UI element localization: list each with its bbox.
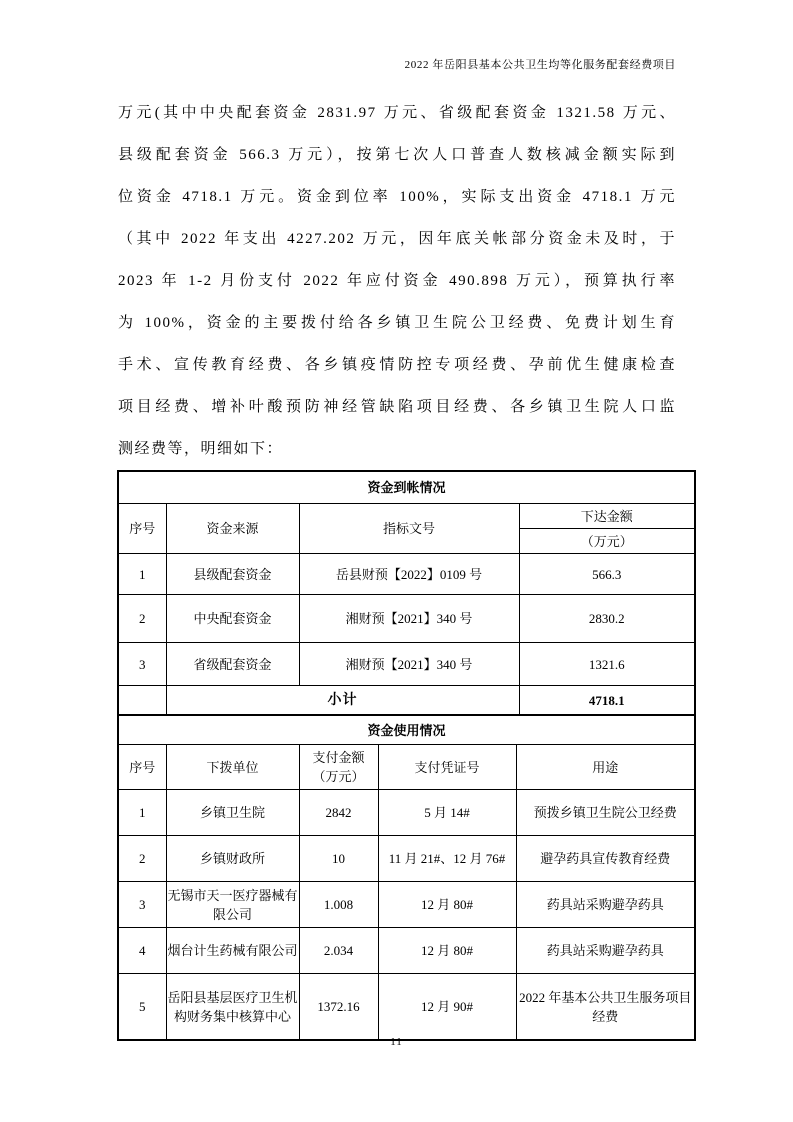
cell-purpose: 2022 年基本公共卫生服务项目经费 — [516, 974, 695, 1041]
cell-unit: 无锡市天一医疗器械有限公司 — [166, 882, 299, 928]
cell-amount: 1372.16 — [299, 974, 378, 1041]
cell-amount: 2830.2 — [519, 595, 695, 643]
cell-source: 中央配套资金 — [166, 595, 299, 643]
body-paragraph — [118, 92, 676, 470]
body-text-line: 县级配套资金 566.3 万元），按第七次人口普查人数核减金额实际到 — [118, 147, 676, 163]
cell-seq: 1 — [118, 554, 166, 595]
cell-seq: 2 — [118, 595, 166, 643]
column-header-amount-unit: （万元） — [519, 529, 695, 554]
cell-empty — [118, 686, 166, 716]
cell-doc-no: 湘财预【2021】340 号 — [299, 643, 519, 686]
cell-voucher: 11 月 21#、12 月 76# — [378, 836, 516, 882]
column-header-seq: 序号 — [118, 504, 166, 554]
cell-voucher: 12 月 80# — [378, 928, 516, 974]
funds-used-table-title: 资金使用情况 — [118, 715, 695, 745]
subtotal-row — [118, 686, 695, 716]
cell-amount: 1321.6 — [519, 643, 695, 686]
cell-voucher: 5 月 14# — [378, 790, 516, 836]
cell-seq: 4 — [118, 928, 166, 974]
table-row — [118, 643, 695, 686]
cell-unit: 烟台计生药械有限公司 — [166, 928, 299, 974]
cell-doc-no: 岳县财预【2022】0109 号 — [299, 554, 519, 595]
table-row — [118, 554, 695, 595]
pay-amount-label: 支付金额 — [312, 750, 365, 765]
cell-unit: 乡镇卫生院 — [166, 790, 299, 836]
cell-amount: 2.034 — [299, 928, 378, 974]
cell-purpose: 药具站采购避孕药具 — [516, 928, 695, 974]
table-row — [118, 882, 695, 928]
column-header-amount: 下达金额 — [519, 504, 695, 529]
tables-section — [117, 470, 694, 1041]
cell-seq: 3 — [118, 643, 166, 686]
cell-purpose: 药具站采购避孕药具 — [516, 882, 695, 928]
column-header-seq: 序号 — [118, 745, 166, 790]
pay-amount-unit-label: （万元） — [312, 769, 365, 784]
column-header-source: 资金来源 — [166, 504, 299, 554]
cell-seq: 1 — [118, 790, 166, 836]
cell-amount: 566.3 — [519, 554, 695, 595]
cell-seq: 3 — [118, 882, 166, 928]
cell-amount: 2842 — [299, 790, 378, 836]
cell-amount: 1.008 — [299, 882, 378, 928]
funds-used-table — [117, 714, 696, 1041]
cell-source: 县级配套资金 — [166, 554, 299, 595]
body-text-line: 万元(其中中央配套资金 2831.97 万元、省级配套资金 1321.58 万元、 — [118, 105, 676, 121]
cell-unit: 岳阳县基层医疗卫生机构财务集中核算中心 — [166, 974, 299, 1041]
subtotal-amount: 4718.1 — [519, 686, 695, 716]
table-row — [118, 790, 695, 836]
cell-purpose: 避孕药具宣传教育经费 — [516, 836, 695, 882]
funds-received-table — [117, 470, 696, 716]
document-header-title: 2022 年岳阳县基本公共卫生均等化服务配套经费项目 — [404, 59, 676, 71]
cell-amount: 10 — [299, 836, 378, 882]
cell-seq: 2 — [118, 836, 166, 882]
funds-used-title-row — [118, 715, 695, 745]
column-header-pay-amount — [299, 745, 378, 790]
column-header-purpose: 用途 — [516, 745, 695, 790]
body-text-line: （其中 2022 年支出 4227.202 万元，因年底关帐部分资金未及时，于 — [118, 231, 676, 247]
body-text-line: 项目经费、增补叶酸预防神经管缺陷项目经费、各乡镇卫生院人口监 — [118, 399, 676, 415]
body-text-line: 测经费等，明细如下： — [118, 441, 284, 457]
cell-voucher: 12 月 90# — [378, 974, 516, 1041]
table-row — [118, 836, 695, 882]
table-row — [118, 928, 695, 974]
cell-seq: 5 — [118, 974, 166, 1041]
cell-unit: 乡镇财政所 — [166, 836, 299, 882]
body-text-line: 2023 年 1-2 月份支付 2022 年应付资金 490.898 万元），预算执行率 — [118, 273, 676, 289]
funds-received-title-row — [118, 471, 695, 504]
body-text-line: 为 100%，资金的主要拨付给各乡镇卫生院公卫经费、免费计划生育 — [118, 315, 676, 331]
column-header-doc-no: 指标文号 — [299, 504, 519, 554]
funds-used-header-row — [118, 745, 695, 790]
body-text-line: 位资金 4718.1 万元。资金到位率 100%，实际支出资金 4718.1 万元 — [118, 189, 676, 205]
subtotal-label: 小计 — [166, 686, 519, 716]
column-header-voucher: 支付凭证号 — [378, 745, 516, 790]
cell-purpose: 预拨乡镇卫生院公卫经费 — [516, 790, 695, 836]
body-text-line: 手术、宣传教育经费、各乡镇疫情防控专项经费、孕前优生健康检查 — [118, 357, 676, 373]
funds-received-table-title: 资金到帐情况 — [118, 471, 695, 504]
table-row — [118, 974, 695, 1041]
table-row — [118, 595, 695, 643]
cell-voucher: 12 月 80# — [378, 882, 516, 928]
funds-received-header-row — [118, 504, 695, 529]
column-header-unit: 下拨单位 — [166, 745, 299, 790]
cell-source: 省级配套资金 — [166, 643, 299, 686]
page-number: 11 — [390, 1036, 403, 1048]
cell-doc-no: 湘财预【2021】340 号 — [299, 595, 519, 643]
